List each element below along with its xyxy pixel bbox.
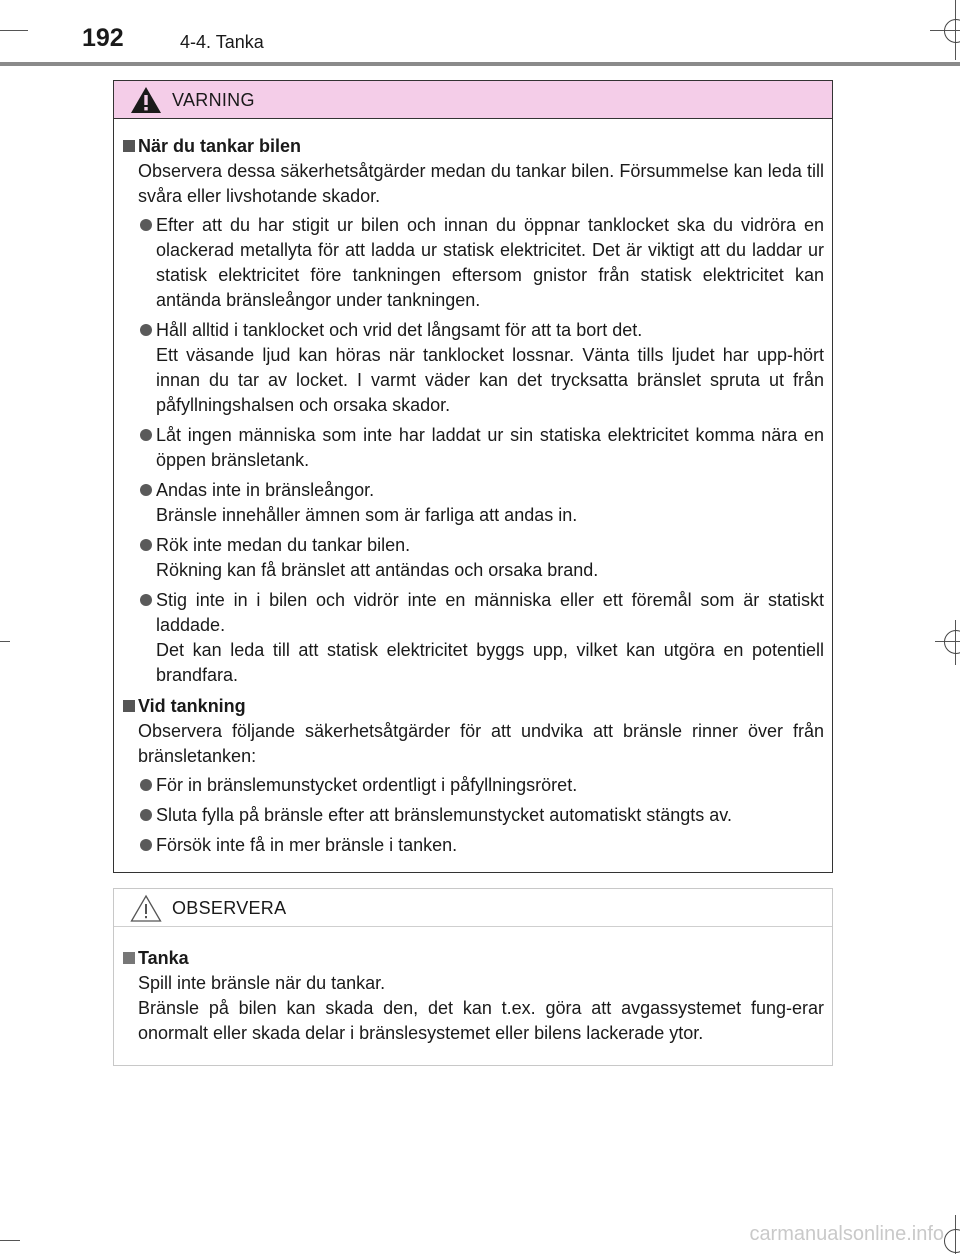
list-item-text: Efter att du har stigit ur bilen och innan du öppnar tanklocket ska du vidröra en olackerad metallyta för att ladda ur statisk elektricitet. Det är viktigt att du laddar ur statisk elektricitet före tankningen eftersom gnistor från statisk elektricitet kan antända bränsleångor under tankningen. [156, 215, 824, 310]
caution-header [114, 889, 832, 927]
warning-box [113, 80, 833, 873]
round-bullet-icon [140, 839, 152, 851]
list-item [122, 213, 824, 313]
list-item-text: Rök inte medan du tankar bilen. [156, 535, 411, 555]
caution-text: Spill inte bränsle när du tankar. [138, 973, 386, 993]
list-item-text: Rökning kan få bränslet att antändas och orsaka brand. [156, 560, 599, 580]
warning-title: VARNING [172, 90, 255, 110]
warning-triangle-icon [130, 86, 162, 114]
list-item-text: Andas inte in bränsleångor. [156, 480, 375, 500]
list-item [122, 478, 824, 528]
caution-box [113, 888, 833, 1066]
square-bullet-icon [123, 140, 135, 152]
round-bullet-icon [140, 484, 152, 496]
round-bullet-icon [140, 539, 152, 551]
section-heading [122, 945, 824, 971]
list-item-text: Försök inte få in mer bränsle i tanken. [156, 835, 458, 855]
section-heading-text: Vid tankning [138, 696, 246, 716]
list-item-text: Det kan leda till att statisk elektricitet byggs upp, vilket kan utgöra en potentiell brandfara. [156, 640, 824, 685]
caution-text: Bränsle på bilen kan skada den, det kan t.ex. göra att avgassystemet fung-erar onormalt eller skada delar i bränslesystemet eller bilens lackerade ytor. [138, 998, 824, 1043]
list-item-text: Låt ingen människa som inte har laddat ur sin statiska elektricitet komma nära en öppen bränsletank. [156, 425, 824, 470]
warning-header [114, 81, 832, 119]
list-item [122, 533, 824, 583]
list-item [122, 588, 824, 688]
watermark: carmanualsonline.info [749, 1223, 944, 1245]
section-intro: Observera följande säkerhetsåtgärder för att undvika att bränsle rinner över från bränsletanken: [138, 721, 824, 766]
round-bullet-icon [140, 429, 152, 441]
list-item-text: Stig inte in i bilen och vidrör inte en människa eller ett föremål som är statiskt laddade. [156, 590, 824, 635]
square-bullet-icon [123, 952, 135, 964]
caution-title: OBSERVERA [172, 898, 287, 918]
list-item [122, 318, 824, 418]
section-heading [122, 693, 824, 719]
section-label: 4-4. Tanka [180, 32, 264, 52]
list-item-text: Bränsle innehåller ämnen som är farliga att andas in. [156, 505, 578, 525]
header-rule [0, 62, 960, 66]
list-item [122, 833, 824, 858]
round-bullet-icon [140, 809, 152, 821]
list-item [122, 773, 824, 798]
caution-body [114, 927, 832, 1046]
square-bullet-icon [123, 700, 135, 712]
list-item-text: För in bränslemunstycket ordentligt i påfyllningsröret. [156, 775, 578, 795]
section-intro: Observera dessa säkerhetsåtgärder medan du tankar bilen. Försummelse kan leda till svåra eller livshotande skador. [138, 161, 824, 206]
list-item [122, 423, 824, 473]
section-heading-text: Tanka [138, 948, 189, 968]
section-heading-text: När du tankar bilen [138, 136, 302, 156]
list-item-text: Håll alltid i tanklocket och vrid det långsamt för att ta bort det. [156, 320, 643, 340]
page-number: 192 [82, 24, 124, 52]
list-item [122, 803, 824, 828]
list-item-text: Sluta fylla på bränsle efter att bränslemunstycket automatiskt stängts av. [156, 805, 732, 825]
list-item-text: Ett väsande ljud kan höras när tanklocket lossnar. Vänta tills ljudet har upp-hört innan du tar av locket. I varmt väder kan det trycksatta bränslet spruta ut från påfyllningshalsen och orsaka skador. [156, 345, 824, 415]
caution-triangle-icon [130, 894, 162, 922]
round-bullet-icon [140, 594, 152, 606]
round-bullet-icon [140, 219, 152, 231]
section-heading [122, 133, 824, 159]
round-bullet-icon [140, 779, 152, 791]
warning-body [114, 119, 832, 858]
round-bullet-icon [140, 324, 152, 336]
